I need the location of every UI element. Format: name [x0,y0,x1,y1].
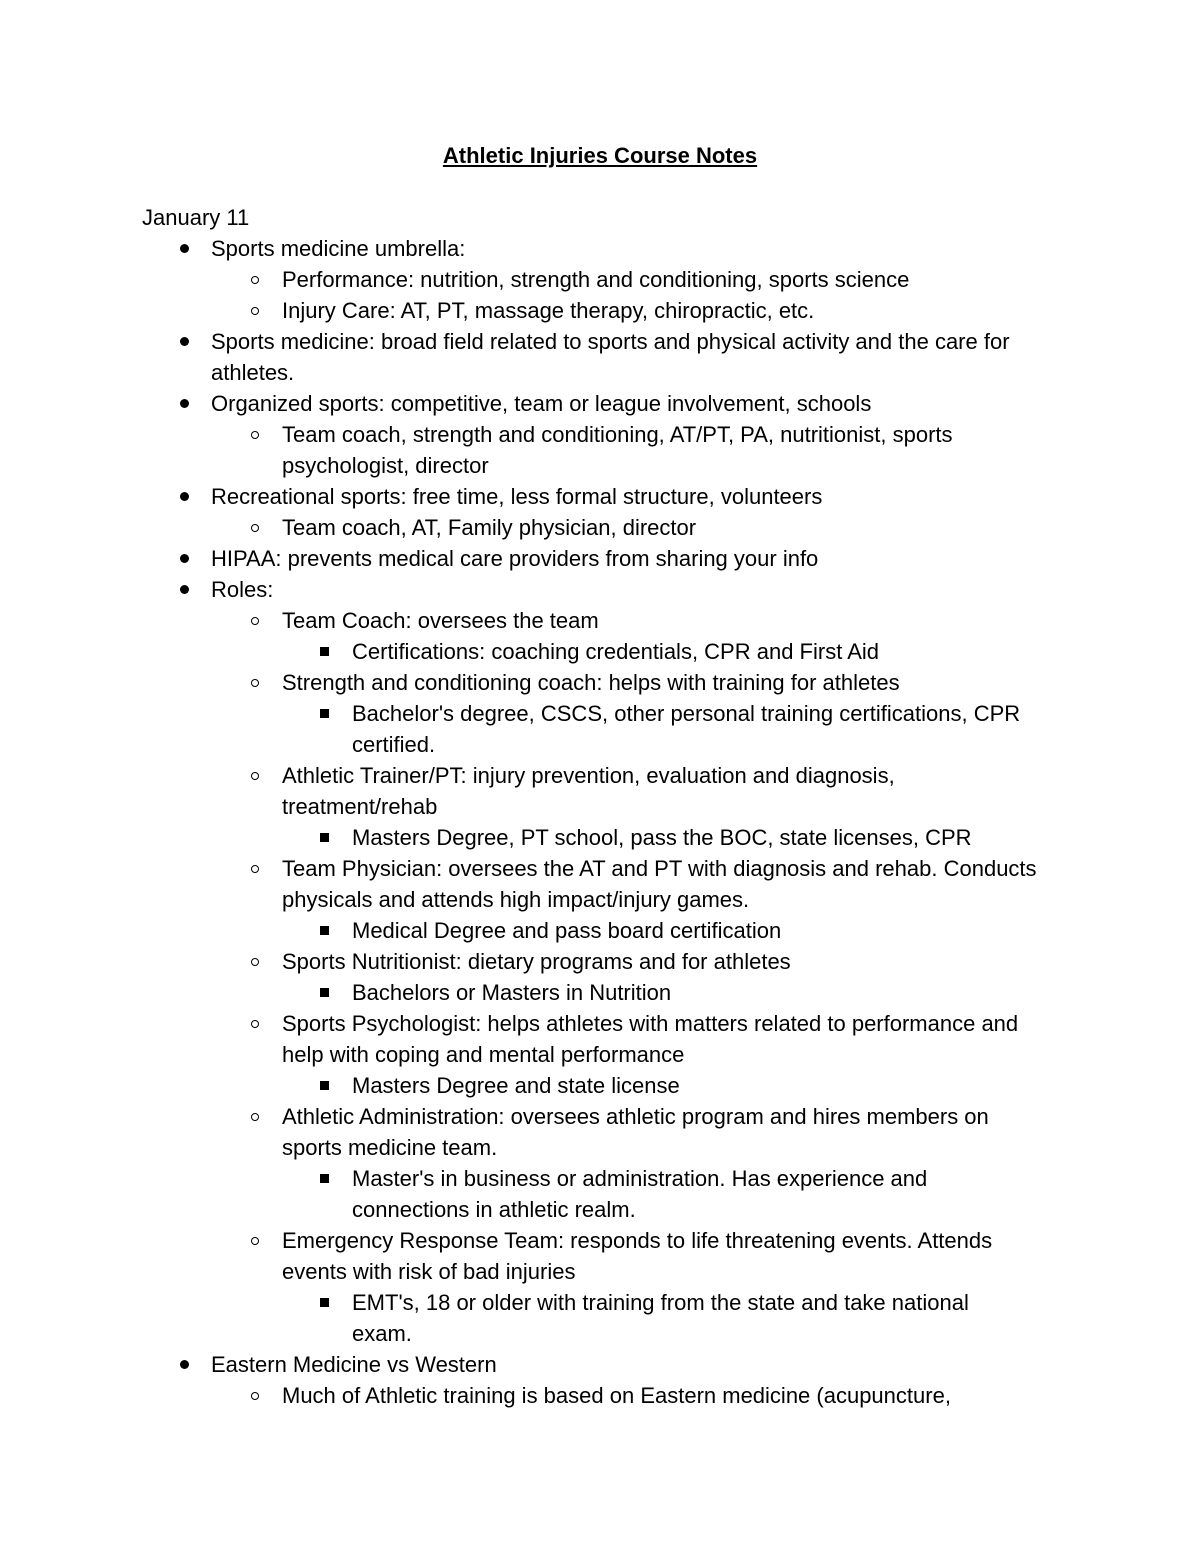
filled-square-bullet-icon [316,977,332,1008]
list-item-level-1 [0,326,1200,388]
list-item-level-1 [0,233,1200,264]
date-heading: January 11 [142,205,250,230]
list-item-level-2 [0,760,1200,822]
hollow-circle-bullet-icon [247,512,263,543]
list-item-text: Eastern Medicine vs Western [211,1352,497,1377]
filled-square-bullet-icon [316,698,332,729]
list-item-text: Team Physician: oversees the AT and PT with diagnosis and rehab. Conducts physicals and attends high impact/injury games. [282,856,1037,912]
list-item-level-3 [0,977,1200,1008]
list-item-level-1 [0,1349,1200,1380]
list-item-text: Masters Degree, PT school, pass the BOC, state licenses, CPR [352,825,972,850]
hollow-circle-bullet-icon [247,419,263,450]
list-item-text: HIPAA: prevents medical care providers from sharing your info [211,546,819,571]
list-item-level-3 [0,915,1200,946]
list-item-level-2 [0,1008,1200,1070]
list-item-level-2 [0,512,1200,543]
filled-circle-bullet-icon [176,388,192,419]
filled-square-bullet-icon [316,636,332,667]
list-item-level-2 [0,1380,1200,1411]
list-item-level-3 [0,1287,1200,1349]
list-item-level-1 [0,574,1200,605]
list-item-level-1 [0,481,1200,512]
list-item-text: Roles: [211,577,274,602]
list-item-text: Recreational sports: free time, less formal structure, volunteers [211,484,823,509]
filled-circle-bullet-icon [176,543,192,574]
list-item-text: Organized sports: competitive, team or league involvement, schools [211,391,872,416]
list-item-level-1 [0,388,1200,419]
list-item-text: Masters Degree and state license [352,1073,680,1098]
list-item-level-3 [0,822,1200,853]
list-item-text: Performance: nutrition, strength and conditioning, sports science [282,267,910,292]
list-item-text: Medical Degree and pass board certification [352,918,782,943]
list-item-text: Sports medicine: broad field related to sports and physical activity and the care for athletes. [211,329,1010,385]
filled-circle-bullet-icon [176,326,192,357]
hollow-circle-bullet-icon [247,1225,263,1256]
list-item-level-2 [0,667,1200,698]
hollow-circle-bullet-icon [247,1101,263,1132]
hollow-circle-bullet-icon [247,295,263,326]
list-item-text: Team coach, AT, Family physician, director [282,515,697,540]
list-item-level-2 [0,1225,1200,1287]
list-item-text: Much of Athletic training is based on Eastern medicine (acupuncture, [282,1383,951,1408]
list-item-text: Bachelors or Masters in Nutrition [352,980,672,1005]
list-item-text: Sports Psychologist: helps athletes with matters related to performance and help with coping and mental performance [282,1011,1019,1067]
hollow-circle-bullet-icon [247,264,263,295]
list-item-level-2 [0,946,1200,977]
notes-list [0,233,1200,1411]
filled-square-bullet-icon [316,1287,332,1318]
list-item-level-2 [0,853,1200,915]
hollow-circle-bullet-icon [247,760,263,791]
filled-square-bullet-icon [316,822,332,853]
list-item-text: Emergency Response Team: responds to life threatening events. Attends events with risk of bad injuries [282,1228,993,1284]
list-item-level-3 [0,698,1200,760]
filled-circle-bullet-icon [176,233,192,264]
hollow-circle-bullet-icon [247,605,263,636]
list-item-text: Sports Nutritionist: dietary programs and for athletes [282,949,791,974]
list-item-level-3 [0,1163,1200,1225]
document-title: Athletic Injuries Course Notes [442,143,758,168]
filled-square-bullet-icon [316,915,332,946]
list-item-text: Injury Care: AT, PT, massage therapy, chiropractic, etc. [282,298,815,323]
list-item-level-2 [0,419,1200,481]
filled-square-bullet-icon [316,1163,332,1194]
hollow-circle-bullet-icon [247,1380,263,1411]
list-item-text: Sports medicine umbrella: [211,236,466,261]
list-item-text: Master's in business or administration. Has experience and connections in athletic realm. [352,1166,928,1222]
list-item-level-1 [0,543,1200,574]
filled-circle-bullet-icon [176,574,192,605]
list-item-text: Team coach, strength and conditioning, AT/PT, PA, nutritionist, sports psychologist, director [282,422,953,478]
list-item-text: Strength and conditioning coach: helps with training for athletes [282,670,900,695]
hollow-circle-bullet-icon [247,946,263,977]
list-item-level-2 [0,605,1200,636]
list-item-text: Athletic Trainer/PT: injury prevention, evaluation and diagnosis, treatment/rehab [282,763,895,819]
list-item-level-2 [0,1101,1200,1163]
list-item-text: Team Coach: oversees the team [282,608,599,633]
filled-circle-bullet-icon [176,1349,192,1380]
list-item-level-3 [0,636,1200,667]
list-item-level-3 [0,1070,1200,1101]
list-item-text: EMT's, 18 or older with training from the state and take national exam. [352,1290,969,1346]
hollow-circle-bullet-icon [247,667,263,698]
filled-circle-bullet-icon [176,481,192,512]
hollow-circle-bullet-icon [247,1008,263,1039]
filled-square-bullet-icon [316,1070,332,1101]
list-item-text: Bachelor's degree, CSCS, other personal training certifications, CPR certified. [352,701,1021,757]
list-item-level-2 [0,264,1200,295]
hollow-circle-bullet-icon [247,853,263,884]
list-item-text: Athletic Administration: oversees athletic program and hires members on sports medicine team. [282,1104,989,1160]
list-item-text: Certifications: coaching credentials, CPR and First Aid [352,639,880,664]
list-item-level-2 [0,295,1200,326]
